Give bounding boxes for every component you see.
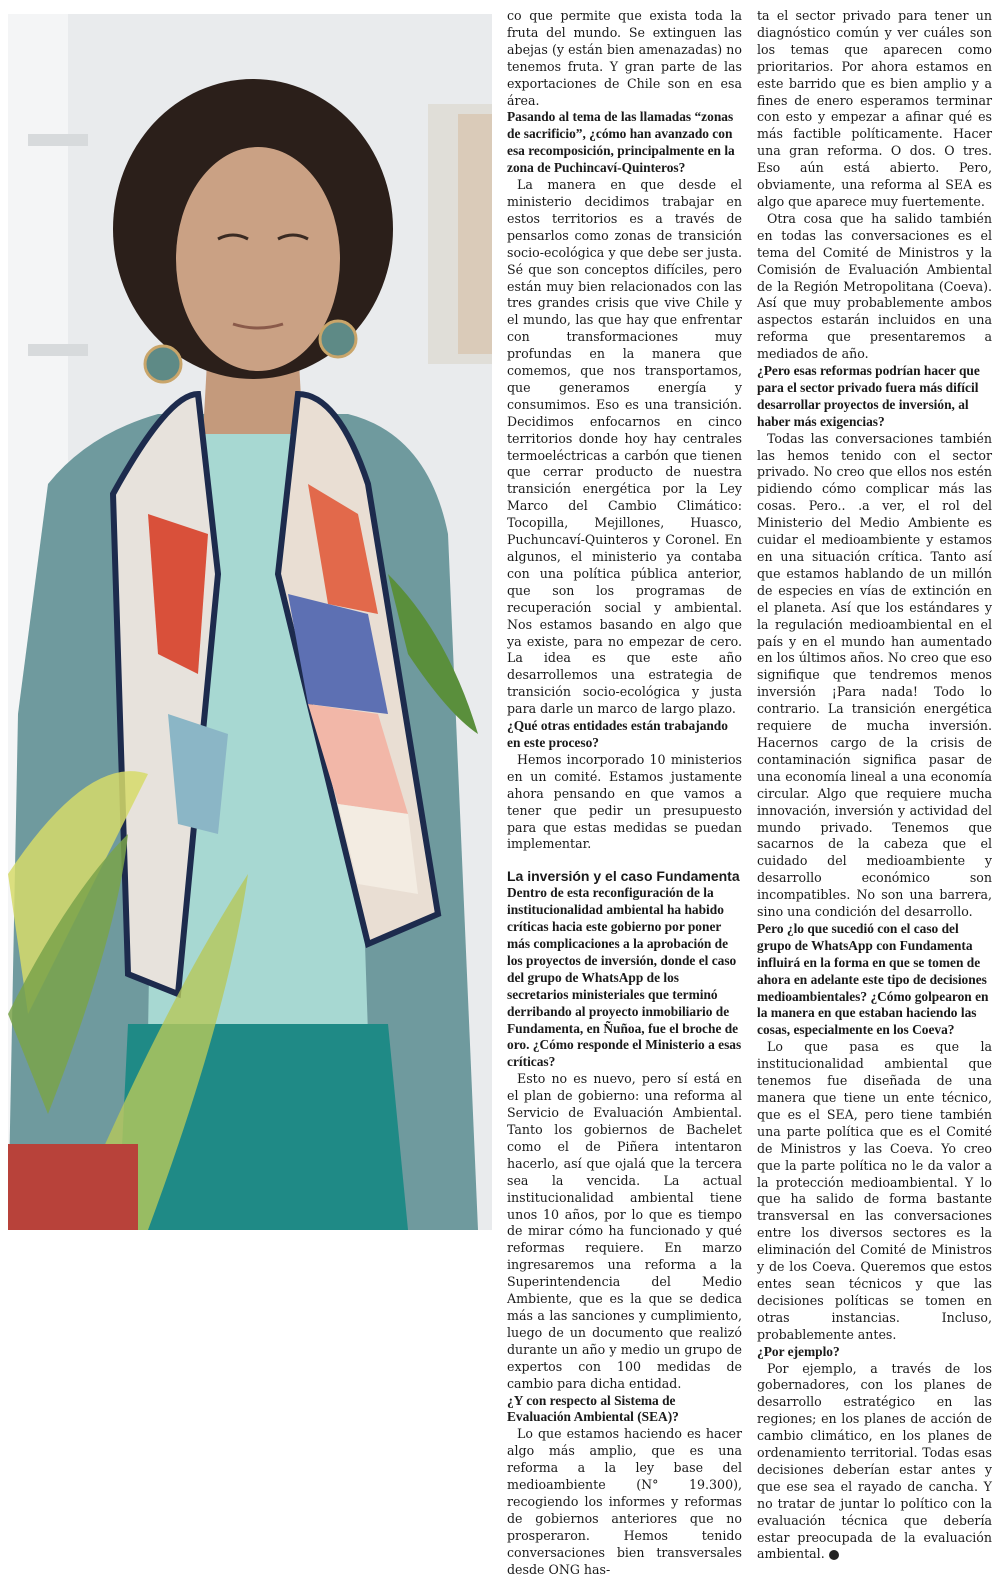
question-heading: Pero ¿lo que sucedió con el caso del grupo de WhatsApp con Fundamenta influirá en la forma en que se tomen de ahora en adelante este tipo de decisiones medioambientales? ¿Cómo golpearon en la manera en que estaban haciendo las cosas, especialmente en los Coeva? bbox=[757, 920, 989, 1038]
answer-paragraph: Esto no es nuevo, pero sí está en el plan de gobierno: una reforma al Servicio de Evaluación Ambiental. Tanto los gobiernos de Bachelet como el de Piñera intentaron hacerlo, así que ojalá que la tercera sea la vencida. La actual institucionalidad ambiental tiene unos 10 años, por lo que es tiempo de mirar cómo ha funcionado y qué reformas requiere. En marzo ingresaremos una reforma a la Superintendencia del Medio Ambiente, que es la que se dedica más a las sanciones y cumplimiento, luego de un documento que realizó durante un año y medio un grupo de expertos con 100 medidas de cambio para dicha entidad. bbox=[507, 1071, 742, 1391]
article-column-2 bbox=[757, 8, 992, 1563]
answer-paragraph: La manera en que desde el ministerio decidimos trabajar en estos territorios es a través de pensarlos como zonas de transición socio-ecológica y que debe ser justa. Sé que son conceptos difíciles, pero están muy bien relacionados con las tres grandes crisis que vive Chile y el mundo, las que hay que enfrentar con transformaciones muy profundas en la manera que comemos, que nos transportamos, que generamos energía y consumimos. Eso es una transición. Decidimos enfocarnos en cinco territorios donde hoy hay centrales termoeléctricas a carbón que tienen que cerrar producto de nuestra transición energética por la Ley Marco del Cambio Climático: Tocopilla, Mejillones, Huasco, Puchuncaví-Quinteros y Coronel. En algunos, el ministerio ya contaba con una política pública anterior, que son los programas de recuperación social y ambiental. Nos estamos basando en algo que ya existe, para no empezar de cero. La idea es que este año desarrollemos una estrategia de transición socio-ecológica y justa para darle un marco de largo plazo. bbox=[507, 177, 742, 717]
question-heading: ¿Y con respecto al Sistema de Evaluación Ambiental (SEA)? bbox=[507, 1392, 679, 1425]
answer-paragraph: Todas las conversaciones también las hemos tenido con el sector privado. No creo que ellos nos estén pidiendo cómo complicar más las cosas. Pero.. .a ver, el rol del Ministerio del Medio Ambiente es cuidar el medioambiente y estamos en una situación crítica. Tanto así que estamos hablando de un millón de especies en vías de extinción en el planeta. Así que los estándares y la regulación medioambiental en el país y en el mundo han aumentado en los últimos años. No creo que eso signifique que tendremos menos inversión ¡Para nada! Todo lo contrario. La transición energética requiere de mucha inversión. Hacernos cargo de la crisis de contaminación significa pasar de una economía lineal a una economía circular. Algo que requiere mucha innovación, inversión y actividad del mundo privado. Tenemos que sacarnos de la cabeza que el cuidado del medioambiente y desarrollo económico son incompatibles. No son una barrera, sino una condición del desarrollo. bbox=[757, 430, 992, 920]
answer-paragraph: Hemos incorporado 10 ministerios en un comité. Estamos justamente ahora pensando en que vamos a tener que pedir un presupuesto para que estas medidas se puedan implementar. bbox=[507, 751, 742, 852]
answer-paragraph: ta el sector privado para tener un diagnóstico común y ver cuáles son los temas que aparecen como prioritarios. Por ahora estamos en este barrido que es bien amplio y a fines de enero esperamos terminar con esto y empezar a afinar qué es más factible políticamente. Hacer una gran reforma. O dos. O tres. Eso aún está abierto. Pero, obviamente, una reforma al SEA es algo que aparece muy fuertemente. bbox=[757, 8, 992, 209]
answer-paragraph: Lo que pasa es que la institucionalidad ambiental que tenemos fue diseñada de una manera que tiene un ente técnico, que es el SEA, pero tiene también una parte política que es el Comité de Ministros y las Coeva. Yo creo que la parte política no le da valor a la protección medioambiental. Y lo que ha salido de forma bastante transversal en las conversaciones entre los diversos sectores es la eliminación del Comité de Ministros y de los Coeva. Queremos que estos entes sean técnicos y que las decisiones políticas se tomen en otras instancias. Incluso, probablemente antes. bbox=[757, 1039, 992, 1342]
section-subheading: La inversión y el caso Fundamenta bbox=[507, 868, 740, 885]
question-heading: Pasando al tema de las llamadas “zonas de sacrificio”, ¿cómo han avanzado con esa recomposición, principalmente en la zona de Puchincaví-Quinteros? bbox=[507, 109, 735, 176]
portrait-photo bbox=[8, 14, 492, 1230]
answer-paragraph: Otra cosa que ha salido también en todas las conversaciones es el tema del Comité de Ministros y la Comisión de Evaluación Ambiental de la Región Metropolitana (Coeva). Así que muy probablemente ambos aspectos estarán incluidos en una reforma que presentaremos a mediados de año. bbox=[757, 210, 992, 362]
question-heading: Dentro de esta reconfiguración de la institucionalidad ambiental ha habido críticas hacia este gobierno por poner más complicaciones a la aprobación de los proyectos de inversión, donde el caso del grupo de WhatsApp de los secretarios ministeriales que terminó derribando al proyecto inmobiliario de Fundamenta, en Ñuñoa, fue el broche de oro. ¿Cómo responde el Ministerio a esas críticas? bbox=[507, 885, 742, 1070]
answer-paragraph: Lo que estamos haciendo es hacer algo más amplio, que es una reforma a la ley base del medioambiente (N° 19.300), recogiendo los informes y reformas de gobiernos anteriores que no prosperaron. Hemos tenido conversaciones bien transversales desde ONG has- bbox=[507, 1426, 742, 1577]
portrait-illustration bbox=[8, 14, 492, 1230]
answer-paragraph bbox=[757, 1361, 992, 1564]
final-paragraph-text: Por ejemplo, a través de los gobernadores, con los planes de desarrollo estratégico en las regiones; en los planes de acción de cambio climático, en los planes de ordenamiento territorial. Todas esas decisiones deberían estar antes y que ese sea el rayado de cancha. Y no tratar de juntar lo político con la evaluación técnica que debería estar preocupada de la evaluación ambiental. bbox=[757, 1360, 992, 1562]
answer-paragraph: co que permite que exista toda la fruta del mundo. Se extinguen las abejas (y están bien amenazadas) no tenemos fruta. Y gran parte de las exportaciones de Chile son en esa área. bbox=[507, 8, 742, 108]
end-of-article-mark: P bbox=[829, 1550, 839, 1560]
question-heading: ¿Pero esas reformas podrían hacer que para el sector privado fuera más difícil desarrollar proyectos de inversión, al haber más exigencias? bbox=[757, 363, 980, 429]
article-column-1 bbox=[507, 8, 742, 1578]
question-heading: ¿Por ejemplo? bbox=[757, 1343, 840, 1359]
question-heading: ¿Qué otras entidades están trabajando en este proceso? bbox=[507, 718, 728, 750]
